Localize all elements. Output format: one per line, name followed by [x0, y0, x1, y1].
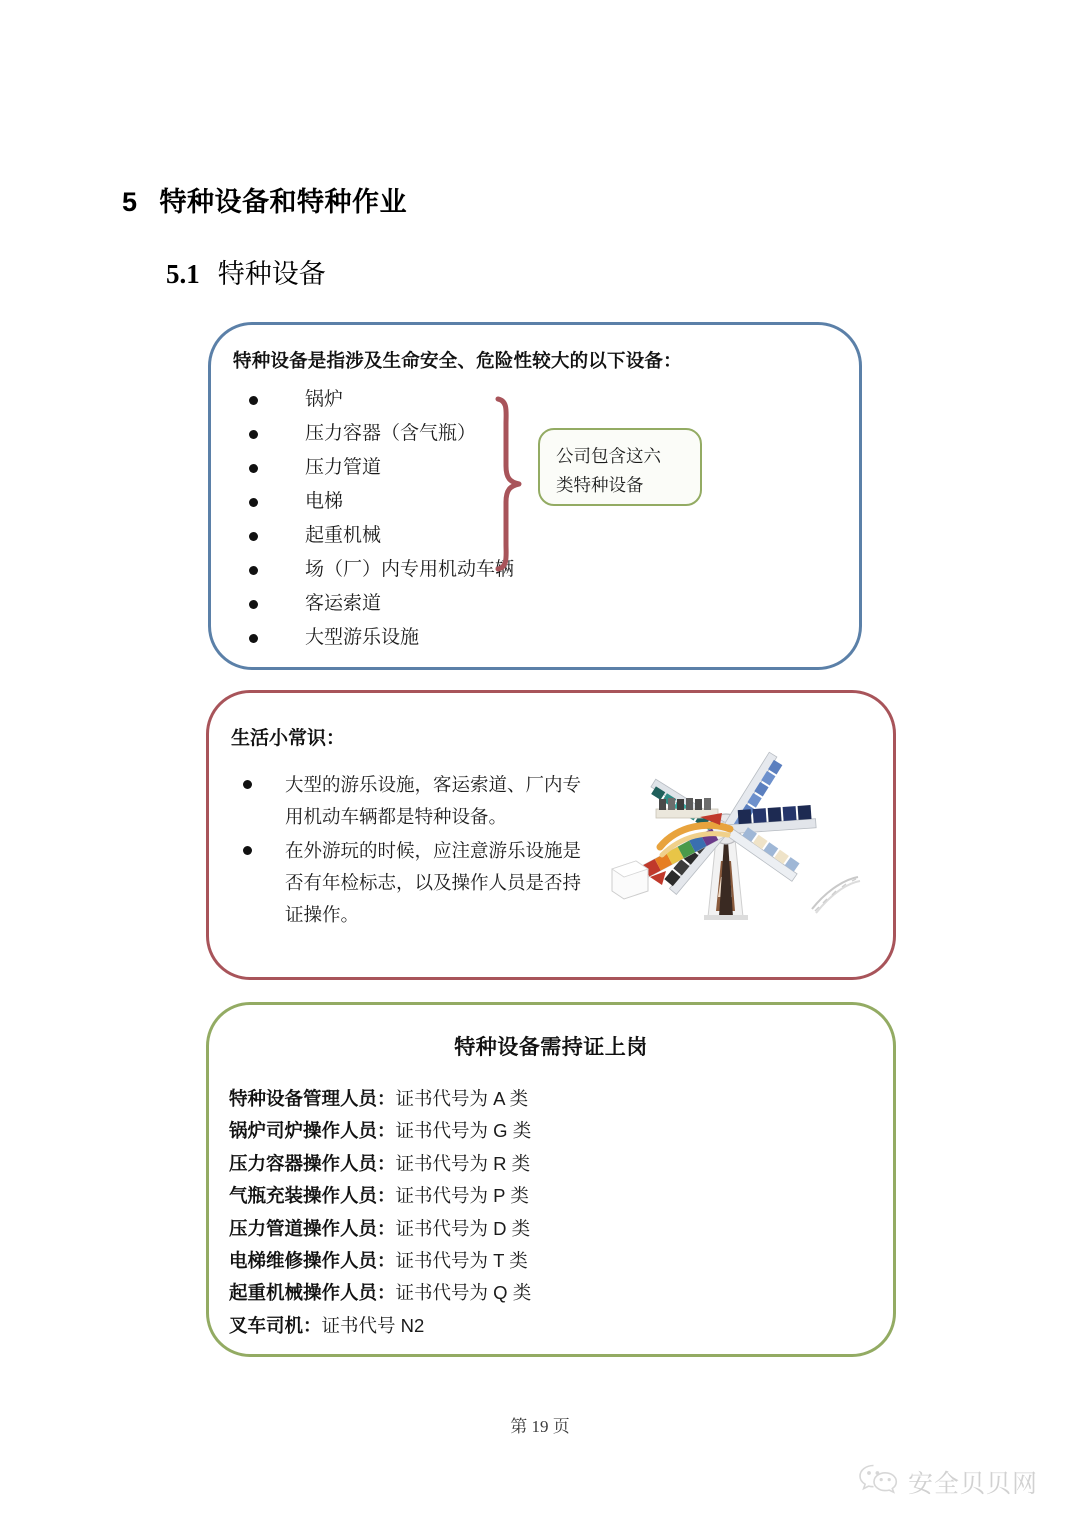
section-title: 特种设备 — [217, 259, 326, 289]
cert-separator: ： — [303, 1314, 322, 1336]
cert-detail: 证书代号为 P 类 — [395, 1185, 529, 1207]
list-item — [229, 1310, 531, 1342]
cert-detail: 证书代号为 A 类 — [395, 1088, 529, 1109]
daily-life-tips-list — [229, 769, 589, 933]
amusement-ride-photo — [604, 721, 862, 923]
cert-role: 压力管道操作人员 — [229, 1217, 378, 1239]
cert-role: 叉车司机 — [229, 1314, 304, 1336]
page-title — [122, 180, 407, 219]
red-box-title: 生活小常识： — [231, 728, 346, 749]
section-heading — [166, 252, 326, 291]
wechat-icon — [858, 1462, 898, 1501]
cert-detail: 证书代号为 G 类 — [395, 1120, 532, 1142]
cert-separator: ： — [377, 1152, 396, 1174]
cert-separator: ： — [377, 1250, 396, 1272]
cert-role: 压力容器操作人员 — [229, 1152, 378, 1174]
chapter-number: 5 — [122, 187, 138, 217]
list-item: 压力管道 — [237, 451, 707, 485]
cert-separator: ： — [377, 1185, 396, 1207]
list-item: 起重机械 — [237, 519, 707, 553]
list-item — [229, 1213, 531, 1245]
curly-brace-right-icon — [492, 396, 526, 572]
cert-role: 锅炉司炉操作人员 — [229, 1120, 378, 1142]
list-item: 在外游玩的时候，应注意游乐设施是否有年检标志，以及操作人员是否持证操作。 — [229, 835, 589, 931]
daily-life-tips-box — [206, 690, 896, 980]
watermark-text: 安全贝贝网 — [908, 1469, 1039, 1498]
list-item: 压力容器（含气瓶） — [237, 417, 707, 451]
cert-role: 起重机械操作人员 — [229, 1282, 378, 1304]
cert-detail: 证书代号为 Q 类 — [395, 1282, 532, 1304]
cert-detail: 证书代号为 D 类 — [395, 1217, 531, 1239]
company-scope-note — [538, 428, 702, 506]
list-item — [229, 1180, 531, 1212]
cert-separator: ： — [377, 1088, 396, 1109]
cert-separator: ： — [377, 1217, 396, 1239]
note-line-2: 类特种设备 — [556, 475, 644, 495]
cert-role: 电梯维修操作人员 — [229, 1250, 378, 1272]
cert-detail: 证书代号 N2 — [321, 1314, 425, 1336]
cert-detail: 证书代号为 T 类 — [395, 1250, 528, 1272]
certification-list — [229, 1083, 531, 1342]
blue-box-title: 特种设备是指涉及生命安全、危险性较大的以下设备： — [233, 350, 682, 371]
green-box-title: 特种设备需持证上岗 — [454, 1036, 648, 1059]
list-item: 场（厂）内专用机动车辆 — [237, 553, 707, 587]
list-item — [229, 1245, 531, 1277]
list-item: 大型的游乐设施，客运索道、厂内专用机动车辆都是特种设备。 — [229, 769, 589, 833]
special-equipment-list — [237, 383, 707, 655]
cert-separator: ： — [377, 1282, 396, 1304]
cert-role: 特种设备管理人员 — [229, 1088, 378, 1109]
section-number: 5.1 — [166, 259, 200, 289]
list-item: 电梯 — [237, 485, 707, 519]
list-item: 锅炉 — [237, 383, 707, 417]
note-line-1: 公司包含这六 — [556, 446, 661, 466]
cert-role: 气瓶充装操作人员 — [229, 1185, 378, 1207]
cert-detail: 证书代号为 R 类 — [395, 1152, 531, 1174]
certification-requirements-box — [206, 1002, 896, 1357]
special-equipment-definition-box — [208, 322, 862, 670]
list-item — [229, 1148, 531, 1180]
list-item — [229, 1277, 531, 1309]
watermark — [858, 1462, 1038, 1501]
cert-separator: ： — [377, 1120, 396, 1142]
page-number-footer: 第 19 页 — [510, 1417, 570, 1436]
list-item: 大型游乐设施 — [237, 621, 707, 655]
list-item: 客运索道 — [237, 587, 707, 621]
list-item — [229, 1115, 531, 1147]
chapter-title: 特种设备和特种作业 — [159, 187, 408, 217]
list-item — [229, 1083, 531, 1115]
